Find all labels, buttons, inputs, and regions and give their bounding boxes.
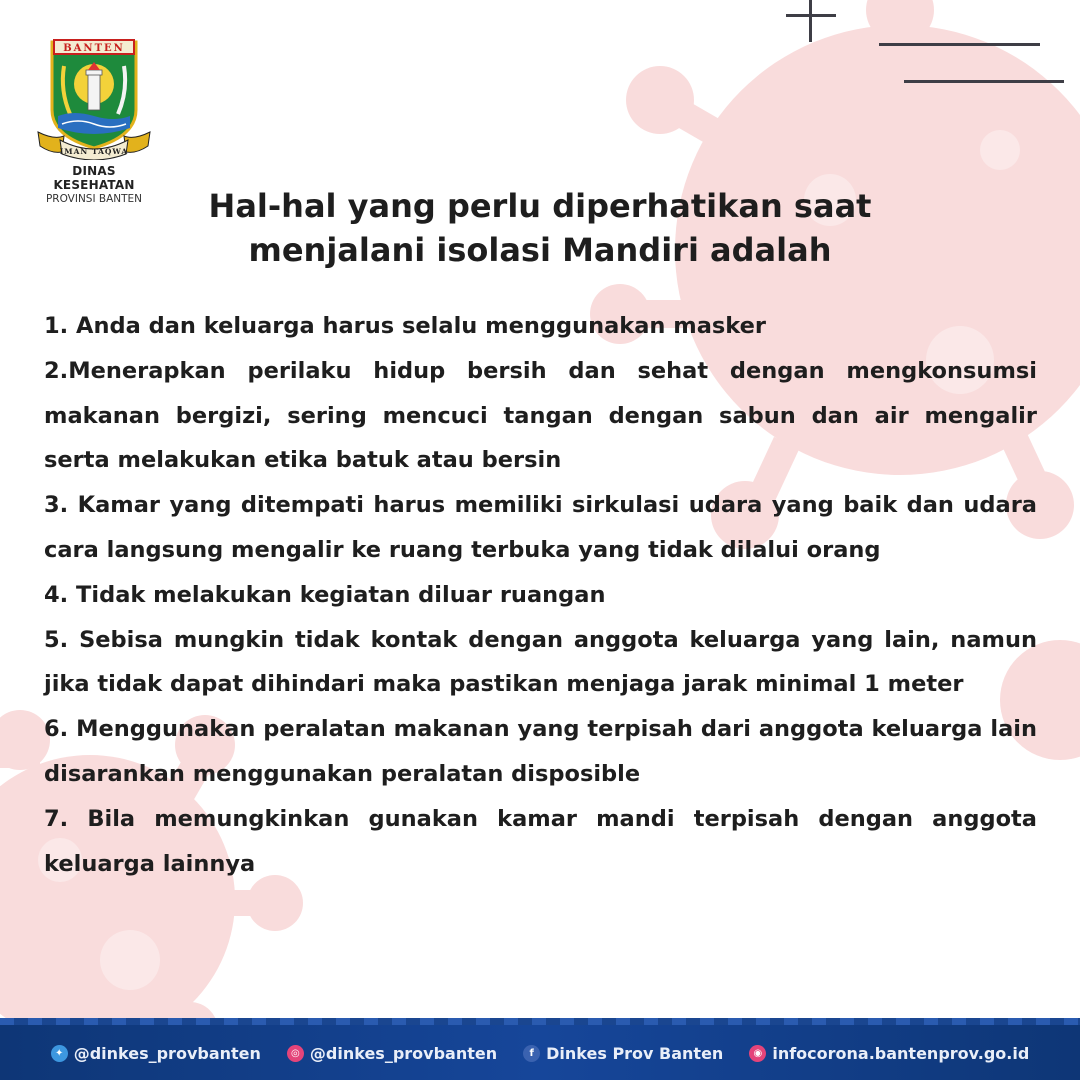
title-line-2: menjalani isolasi Mandiri adalah bbox=[248, 231, 832, 269]
contact-row bbox=[0, 1040, 1080, 1066]
instagram-handle: @dinkes_provbanten bbox=[309, 1043, 498, 1063]
facebook-contact[interactable] bbox=[523, 1044, 723, 1063]
website-contact[interactable] bbox=[749, 1044, 1029, 1063]
facebook-icon: f bbox=[523, 1045, 540, 1062]
footer-bar bbox=[0, 1018, 1080, 1080]
twitter-icon: ✦ bbox=[51, 1045, 68, 1062]
title-line-1: Hal-hal yang perlu diperhatikan saat bbox=[208, 187, 872, 225]
list-item: 5. Sebisa mungkin tidak kontak dengan anggota keluarga yang lain, namun jika tidak dapat dihindari maka pastikan menjaga jarak minimal 1 meter bbox=[44, 626, 1037, 698]
website-link: infocorona.bantenprov.go.id bbox=[772, 1043, 1030, 1063]
page-title bbox=[140, 184, 940, 272]
footer-stripe bbox=[0, 1018, 1080, 1025]
list-item: 4. Tidak melakukan kegiatan diluar ruangan bbox=[44, 581, 606, 608]
guideline-list bbox=[44, 304, 1037, 886]
instagram-icon: ◎ bbox=[287, 1045, 304, 1062]
list-item: 2.Menerapkan perilaku hidup bersih dan sehat dengan mengkonsumsi makanan bergizi, sering mencuci tangan dengan sabun dan air mengalir serta melakukan etika batuk atau bersin bbox=[44, 357, 1037, 474]
logo-banner-text: BANTEN bbox=[63, 43, 125, 54]
twitter-contact[interactable] bbox=[51, 1044, 261, 1063]
web-icon: ◉ bbox=[749, 1045, 766, 1062]
instagram-contact[interactable] bbox=[287, 1044, 497, 1063]
list-item: 6. Menggunakan peralatan makanan yang terpisah dari anggota keluarga lain disarankan menggunakan peralatan disposible bbox=[44, 716, 1037, 787]
twitter-handle: @dinkes_provbanten bbox=[73, 1043, 261, 1063]
decorative-lines bbox=[780, 0, 1080, 90]
org-province: PROVINSI BANTEN bbox=[45, 193, 143, 205]
list-item: 7. Bila memungkinkan gunakan kamar mandi terpisah dengan anggota keluarga lainnya bbox=[44, 805, 1037, 877]
logo-motto-text: IMAN TAQWA bbox=[59, 147, 129, 156]
list-item: 1. Anda dan keluarga harus selalu menggunakan masker bbox=[44, 313, 767, 339]
facebook-page: Dinkes Prov Banten bbox=[546, 1043, 724, 1063]
org-logo-block bbox=[30, 36, 158, 205]
banten-emblem-logo bbox=[34, 36, 154, 160]
list-item: 3. Kamar yang ditempati harus memiliki sirkulasi udara yang baik dan udara cara langsung mengalir ke ruang terbuka yang tidak dilalui orang bbox=[44, 492, 1037, 563]
org-name: DINAS KESEHATAN bbox=[53, 164, 135, 192]
